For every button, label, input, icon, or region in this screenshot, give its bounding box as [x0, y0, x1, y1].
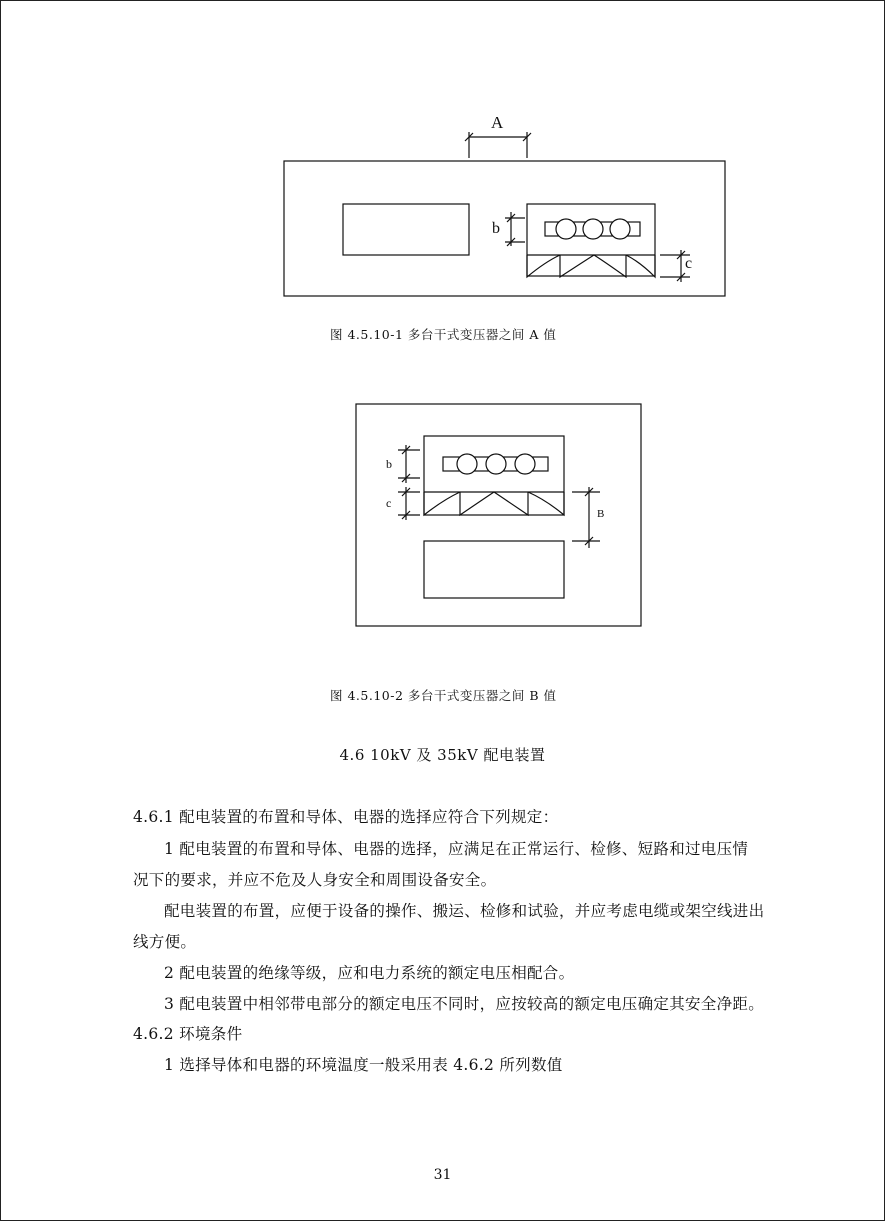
transformer-right: [527, 204, 655, 276]
page-number: 31: [433, 1167, 452, 1183]
door-swing: [626, 255, 655, 277]
figure-4-5-10-2: [350, 398, 650, 633]
dimension-label-A: A: [491, 113, 504, 132]
door-swing: [528, 492, 564, 515]
bushing: [486, 454, 506, 474]
clause-item-3: 3 配电装置中相邻带电部分的额定电压不同时，应按较高的额定电压确定其安全净距。: [164, 995, 764, 1013]
dimension-label-b: b: [386, 457, 392, 471]
transformer-left: [343, 204, 469, 255]
door-swing: [460, 492, 528, 515]
dimension-label-c: c: [386, 496, 392, 510]
bushing: [556, 219, 576, 239]
dimension-label-B: B: [597, 508, 605, 520]
door-swing: [560, 255, 626, 277]
transformer-bottom: [424, 541, 564, 598]
clause-4-6-2: 4.6.2 环境条件: [133, 1025, 243, 1043]
note-line-1: 配电装置的布置，应便于设备的操作、搬运、检修和试验，并应考虑电缆或架空线进出: [164, 902, 765, 920]
dimension-label-c: c: [685, 255, 693, 272]
clause-item-1-line-2: 况下的要求，并应不危及人身安全和周围设备安全。: [133, 871, 497, 889]
section-heading: 4.6 10kV 及 35kV 配电装置: [339, 746, 546, 764]
clause-4-6-1: 4.6.1 配电装置的布置和导体、电器的选择应符合下列规定：: [133, 808, 559, 826]
bushing: [583, 219, 603, 239]
door-swing: [424, 492, 460, 515]
figure-1-caption: 图 4.5.10-1 多台干式变压器之间 A 值: [330, 327, 557, 342]
room-outline: [284, 161, 725, 296]
figure-4-5-10-1: [270, 105, 740, 305]
door-swing: [527, 255, 560, 277]
bushing: [457, 454, 477, 474]
clause-item-2: 2 配电装置的绝缘等级，应和电力系统的额定电压相配合。: [164, 964, 575, 982]
clause-4-6-2-item-1: 1 选择导体和电器的环境温度一般采用表 4.6.2 所列数值: [164, 1056, 563, 1074]
bushing: [515, 454, 535, 474]
figure-2-caption: 图 4.5.10-2 多台干式变压器之间 B 值: [330, 688, 557, 703]
dimension-label-b: b: [492, 220, 500, 237]
bushing: [610, 219, 630, 239]
transformer-top: [424, 436, 564, 515]
clause-item-1-line-1: 1 配电装置的布置和导体、电器的选择，应满足在正常运行、检修、短路和过电压情: [164, 840, 749, 858]
note-line-2: 线方便。: [133, 933, 197, 951]
